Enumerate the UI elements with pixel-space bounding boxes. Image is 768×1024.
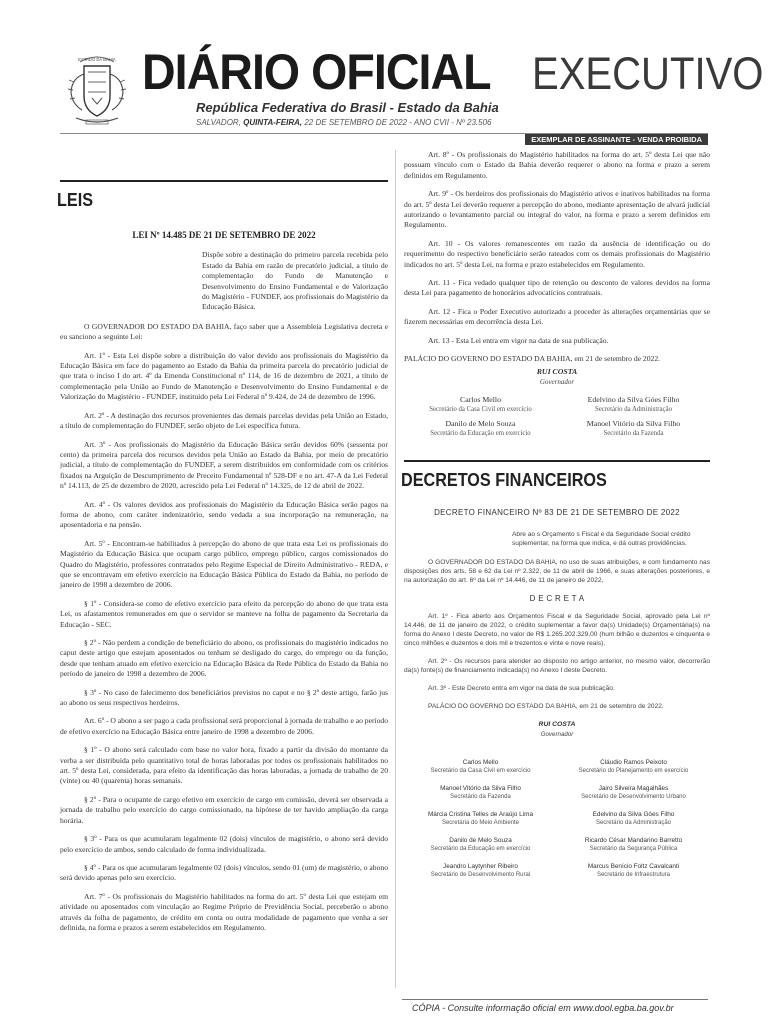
decreto-art3: Art. 3º - Este Decreto entra em vigor na data de sua publicação. [428, 685, 615, 693]
signatory [404, 810, 557, 828]
signatory [557, 862, 710, 880]
signatory-name: Danilo de Melo Souza [445, 418, 516, 428]
newspaper-title: DIÁRIO OFICIAL [142, 44, 491, 100]
signatory-name: Jairo Silveira Magalhães [598, 785, 669, 793]
signatory-name: Edelvino da Silva Góes Filho [587, 394, 680, 404]
decreto-title: DECRETO FINANCEIRO Nº 83 DE 21 DE SETEMBRO DE 2022 [434, 507, 680, 517]
decreto-decreta: D E C R E T A [529, 593, 585, 603]
signatory-name: Carlos Mello [462, 759, 499, 767]
signatory-name: Edelvino da Silva Góes Filho [592, 811, 675, 819]
signatory-role: Secretário da Casa Civil em exercício [429, 405, 532, 413]
signatory-role: Secretário de Desenvolvimento Rural [430, 872, 531, 879]
decreto-art1: Art. 1º - Fica aberto aos Orçamentos Fiscal e da Seguridade Social, aprovado pela Lei nº 14.446, de 11 de janeiro de 2022, o crédito suplementar a favor da(s) Unidade(s) Orçamentária(s) na forma do Anexo I deste Decreto, no valor de R$ 1.265.202.329,00 (hum bilhão e duzentos e cinquenta e cinco milhões e duzentos e dois mil e trezentos e vinte e nove reais). [404, 613, 710, 648]
signatory [404, 395, 557, 414]
decreto-art2: Art. 2º - Os recursos para atender ao disposto no artigo anterior, no mesmo valor, decorrerão da(s) fonte(s) de financiamento indicada(s) no Anexo I deste Decreto. [404, 658, 710, 675]
signatory [404, 784, 557, 802]
paragraph: § 3º - No caso de falecimento dos beneficiários previstos no caput e no § 2º deste artigo, farão jus ao abono os seus respectivos herdeiros. [60, 687, 388, 708]
paragraph: Art. 11 - Fica vedado qualquer tipo de retenção ou desconto de valores devidos na forma desta Lei para pagamento de honorários advocatícios contratuais. [404, 278, 710, 298]
edition-city: SALVADOR, [196, 118, 241, 127]
paragraph: § 1º - Considera-se como de efetivo exercício para efeito da percepção do abono de que trata esta Lei, os afastamentos remunerados em que o servidor se manteve na folha de pagamento da Secretaria da Educação - SEC. [60, 598, 388, 629]
section-title-decretos: DECRETOS FINANCEIROS [401, 469, 607, 490]
signatory-name: Manoel Vitório da Silva Filho [440, 785, 521, 793]
paragraph: Art. 10 - Os valores remanescentes em razão da ausência de identificação ou do requerimento do respectivo beneficiário serão rateados com os demais profissionais do Magistério indicados no art. 5º desta Lei, na forma e prazo estabelecidos em Regulamento. [404, 238, 710, 269]
decreto-governor-signature [404, 720, 710, 740]
paragraph: Art. 3º - Aos profissionais do Magistério da Educação Básica serão devidos 60% (sessenta por cento) da primeira parcela dos recursos devidos pela União ao Estado da Bahia, por meio de precatório judicial, a título de complementação do FUNDEF, a serem distribuídos em conformidade com os critérios fixados na Arguição de Descumprimento de Preceito Fundamental nº 528-DF e no art. 47-A da Lei Federal nº 14.113, de 25 de dezembro de 2020, acrescido pela Lei Federal nº 14.325, de 12 de abril de 2022. [60, 439, 388, 491]
signatory-role: Secretário do Planejamento em exercício [578, 768, 689, 775]
paragraph: Art. 13 - Esta Lei entra em vigor na data de sua publicação. [428, 335, 609, 345]
state-coat-of-arms-logo [66, 52, 128, 130]
lei-signatories [404, 395, 710, 438]
signatory-name: Danilo de Melo Souza [449, 837, 512, 845]
edition-date: 22 DE SETEMBRO DE 2022 - ANO CVII - Nº 23.506 [304, 118, 492, 127]
section-title-leis: LEIS [57, 190, 94, 210]
signatory-role: Secretário da Fazenda [603, 429, 664, 437]
signatory-role: Secretário de Desenvolvimento Urbano [581, 794, 686, 801]
decreto-preamble: O GOVERNADOR DO ESTADO DA BAHIA, no uso de suas atribuições, e com fundamento nas disposições dos arts. 58 e 62 da Lei nº 2.322, de 11 de abril de 1966, e suas alterações posteriores, e na autorização do art. 6º da Lei nº 14.446, de 11 de janeiro de 2022, [404, 558, 710, 584]
signatory-name: Cláudio Ramos Peixoto [600, 759, 667, 767]
signatory-role: Secretário da Administração [595, 820, 672, 827]
signatory-role: Secretário de Infraestrutura [596, 872, 671, 879]
decreto-ementa: Abre ao s Orçamento s Fiscal e da Seguridade Social crédito suplementar, na forma que indica, e dá outras providências. [512, 530, 691, 547]
signatory-role: Secretário da Casa Civil em exercício [430, 768, 531, 775]
signatory [404, 419, 557, 438]
signatory [557, 395, 710, 414]
leis-section-header [57, 180, 388, 210]
lei-title: LEI Nº 14.485 DE 21 DE SETEMBRO DE 2022 [132, 230, 316, 240]
signatory-name: Marcus Benício Foltz Cavalcanti [587, 863, 680, 871]
republic-line: República Federativa do Brasil - Estado da Bahia [196, 100, 499, 115]
signatory-role: Secretária do Meio Ambiente [441, 820, 520, 827]
palacio-line: PALÁCIO DO GOVERNO DO ESTADO DA BAHIA, em 21 de setembro de 2022. [404, 354, 661, 364]
column-divider [395, 150, 396, 988]
signatory [557, 419, 710, 438]
newspaper-subtitle: EXECUTIVO [532, 48, 764, 99]
paragraph: § 4º - Para os que acumularam legalmente 02 (dois) vínculos, sendo 01 (um) de magistério, o abono será devido apenas pelo seu exercício. [60, 862, 388, 883]
paragraph: Art. 8º - Os profissionais do Magistério habilitados na forma do art. 5º desta Lei que não possuam vínculo com o Estado da Bahia deverão requerer o abono na forma e prazo a serem definidos em Regulamento. [404, 150, 710, 180]
signatory [557, 836, 710, 854]
governor-signature [404, 367, 710, 387]
leis-column [57, 150, 388, 941]
governor-name: RUI COSTA [536, 366, 578, 376]
right-column [401, 150, 710, 880]
decreto-governor-role: Governador [540, 731, 574, 739]
signatory-role: Secretário da Educação em exercício [430, 846, 531, 853]
signatory [404, 862, 557, 880]
paragraph: Art. 12 - Fica o Poder Executivo autorizado a proceder às alterações orçamentárias que se fizerem necessárias em decorrência desta Lei. [404, 306, 710, 327]
svg-text:ESTADO DA BAHIA: ESTADO DA BAHIA [78, 57, 116, 62]
lei-continuation [404, 150, 710, 346]
paragraph: Art. 9º - Os herdeiros dos profissionais do Magistério ativos e inativos habilitados na forma do art. 5º desta Lei deverão requerer a percepção do abono, mediante apresentação de alvará judicial autorizando o levantamento parcial ou integral do valor, na forma e prazo a serem definidos em Regulamento. [404, 189, 710, 230]
paragraph: § 2º - Não perdem a condição de beneficiário do abono, os profissionais do magistério indicados no caput deste artigo que estejam aposentados ou tenham se desligado do cargo, do emprego ou da função, desde que tenham atuado em efetivo exercício na Educação Básica da Rede Pública do Estado da Bahia no período de janeiro de 1998 a dezembro de 2006. [60, 638, 388, 679]
paragraph: Art. 5º - Encontram-se habilitados à percepção do abono de que trata esta Lei os profissionais do Magistério da Educação Básica que ocupam cargo público, emprego público, cargos comissionados do Quadro do Magistério, professores contratados pelo Regime Especial de Direito Administrativo - REDA, e que se encontravam em efetivo exercício na Educação Básica Pública do Estado da Bahia, no período de janeiro de 1998 a dezembro de 2006. [60, 538, 388, 590]
lei-body [60, 322, 388, 934]
paragraph: Art. 4º - Os valores devidos aos profissionais do Magistério da Educação Básica serão pagos na forma de abono, com caráter indenizatório, sendo vedada a sua incorporação na remuneração, na aposentadoria e na pensão. [60, 499, 388, 530]
signatory-role: Secretário da Fazenda [450, 794, 511, 801]
signatory-role: Secretário da Segurança Pública [589, 846, 678, 853]
signatory-name: Márcia Cristina Telles de Araújo Lima [427, 811, 534, 819]
edition-weekday: QUINTA-FEIRA, [243, 118, 303, 127]
signatory [404, 836, 557, 854]
decreto-palacio: PALÁCIO DO GOVERNO DO ESTADO DA BAHIA, em 21 de setembro de 2022. [428, 703, 664, 711]
paragraph: § 3º - Para os que acumularam legalmente 02 (dois) vínculos de magistério, o abono será devido pelo exercício de ambos, sendo calculado de forma individualizada. [60, 834, 388, 854]
decreto-signatories [404, 758, 710, 880]
decretos-section-header [401, 460, 710, 490]
edition-line [196, 118, 492, 127]
decreto-governor-name: RUI COSTA [538, 721, 576, 729]
signatory-name: Jeandro Laytynher Ribeiro [443, 863, 518, 871]
signatory-name: Ricardo César Mandarino Barretto [584, 837, 683, 845]
footer-copy-notice: CÓPIA - Consulte informação oficial em www.dool.egba.ba.gov.br [412, 1003, 674, 1013]
footer-rule [402, 999, 708, 1000]
paragraph: Art. 2º - A destinação dos recursos provenientes das demais parcelas devidas pela União ao Estado, a título de complementação do FUNDEF, serão objeto de Lei específica futura. [60, 410, 388, 431]
signatory [557, 784, 710, 802]
signatory-name: Manoel Vitório da Silva Filho [586, 418, 681, 428]
signatory [557, 758, 710, 776]
signatory [557, 810, 710, 828]
paragraph: Art. 6º - O abono a ser pago a cada profissional será proporcional à jornada de trabalho e ao período de efetivo exercício na Educação Básica entre janeiro de 1998 a dezembro de 2006. [60, 716, 388, 736]
governor-role: Governador [539, 377, 575, 386]
paragraph: O GOVERNADOR DO ESTADO DA BAHIA, faço saber que a Assembleia Legislativa decreta e eu sanciono a seguinte Lei: [60, 321, 388, 342]
lei-ementa: Dispõe sobre a destinação do primeiro parcela recebida pelo Estado da Bahia em razão de precatório judicial, a título de complementação do Fundo de Manutenção e Desenvolvimento do Ensino Fundamental e de Valorização do Magistério - FUNDEF, aos profissionais do Magistério da Educação Básica. [202, 250, 388, 312]
paragraph: Art. 1º - Esta Lei dispõe sobre a distribuição do valor devido aos profissionais do Magistério da Educação Básica em face do pagamento ao Estado da Bahia da primeira parcela do precatório judicial de que trata o inciso I do art. 4º da Emenda Constitucional nº 114, de 16 de dezembro de 2021, a título de complementação pela União ao Fundo de Manutenção e Desenvolvimento do Ensino Fundamental e de Valorização do Magistério - FUNDEF, instituído pela Lei Federal nº 9.424, de 24 de dezembro de 1996. [60, 350, 388, 402]
paragraph: § 2º - Para o ocupante de cargo efetivo em exercício de cargo em comissão, deverá ser observada a jornada de trabalho pelo exercício do cargo comissionado, na hipótese de ter havido ampliação da carga horária. [60, 794, 388, 825]
subscriber-copy-badge: EXEMPLAR DE ASSINANTE - VENDA PROIBIDA [525, 134, 708, 145]
signatory [404, 758, 557, 776]
paragraph: Art. 7º - Os profissionais do Magistério habilitados na forma do art. 5º desta Lei que estejam em atividade ou aposentados com vinculação ao Regime Próprio de Previdência Social, perceberão o abono através da folha de pagamento, de crédito em conta ou outra modalidade de pagamento que venha a ser definida, na forma e prazos a serem estabelecidos em Regulamento. [60, 891, 388, 932]
signatory-name: Carlos Mello [460, 394, 501, 404]
signatory-role: Secretário da Educação em exercício [430, 429, 531, 437]
paragraph: § 1º - O abono será calculado com base no valor hora, fixado a partir da divisão do montante da verba a ser distribuída pelo quantitativo total de horas laboradas por todos os profissionais habilitados no art. 5º desta Lei, considerada, para efeito da identificação das horas laboradas, a jornada de trabalho de 20 (vinte) ou 40 (quarenta) horas semanais. [60, 745, 388, 786]
signatory-role: Secretário da Administração [594, 405, 672, 413]
